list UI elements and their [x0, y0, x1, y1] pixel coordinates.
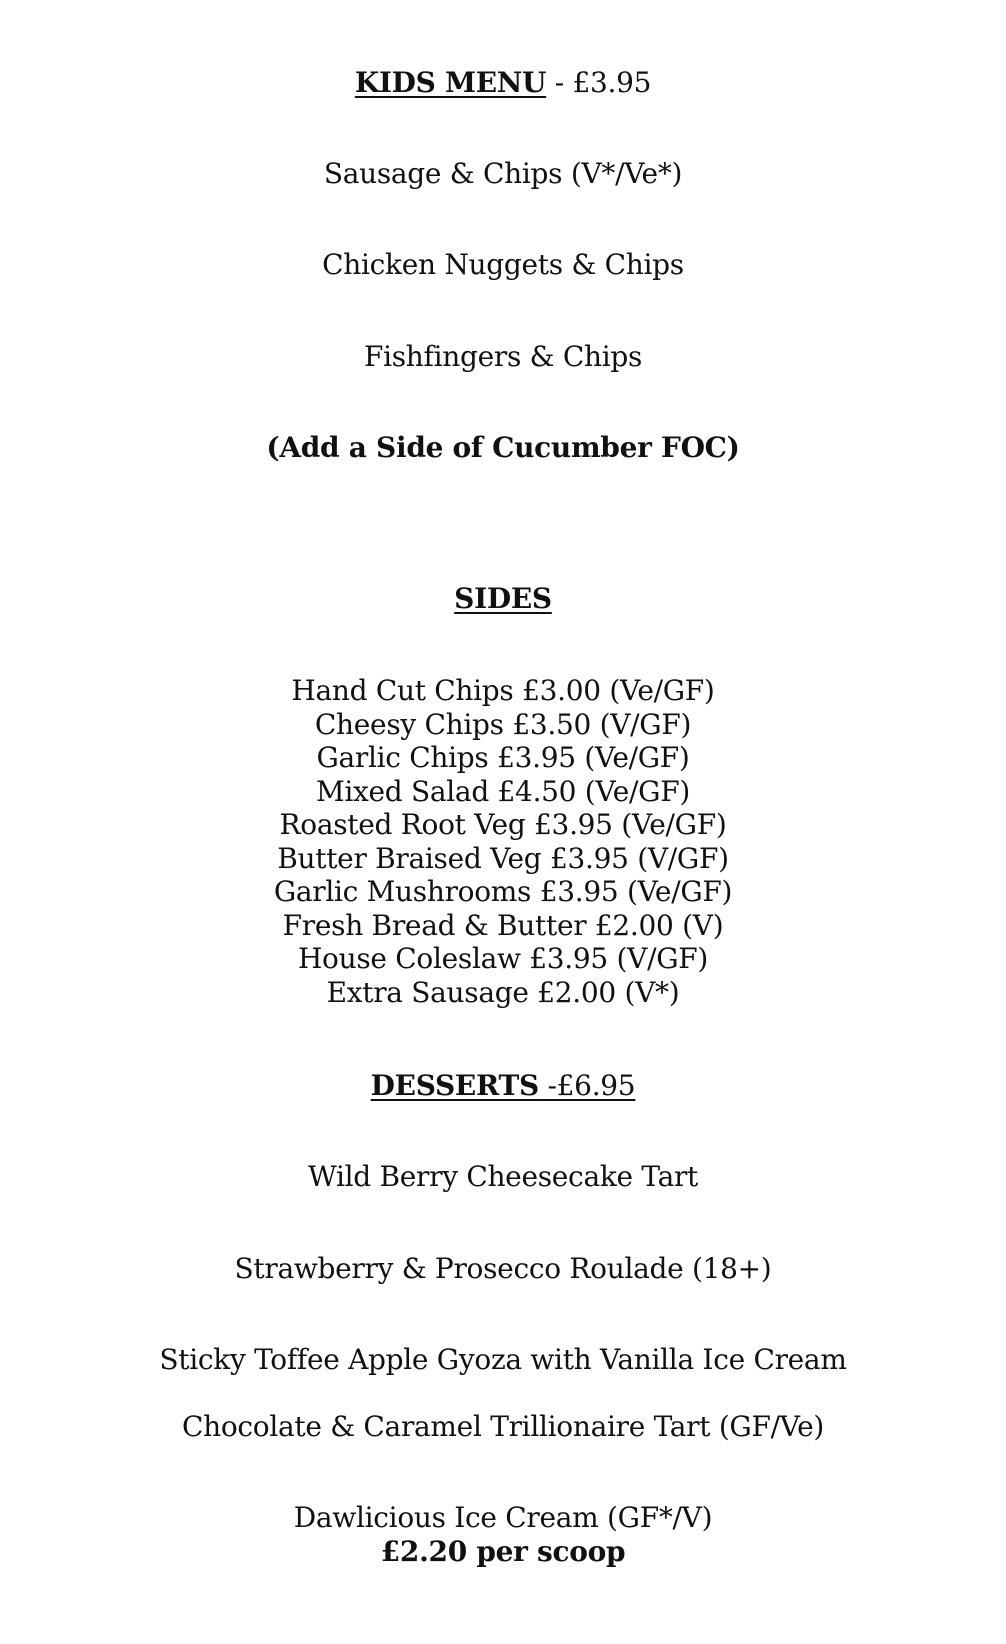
- kids-menu-item: Sausage & Chips (V*/Ve*): [323, 157, 683, 190]
- sides-item: Extra Sausage £2.00 (V*): [326, 975, 680, 1009]
- dessert-item: Wild Berry Cheesecake Tart: [307, 1160, 699, 1193]
- sides-item: Cheesy Chips £3.50 (V/GF): [314, 707, 692, 741]
- sides-heading: SIDES: [454, 582, 552, 615]
- ice-cream-scoop-price: £2.20 per scoop: [380, 1535, 626, 1568]
- kids-menu-heading: KIDS MENU: [354, 66, 547, 99]
- sides-item: House Coleslaw £3.95 (V/GF): [297, 942, 709, 975]
- desserts-heading-text: DESSERTS: [370, 1069, 539, 1102]
- dessert-item: Chocolate & Caramel Trillionaire Tart (GF/Ve): [181, 1410, 825, 1443]
- dessert-item: Sticky Toffee Apple Gyoza with Vanilla Ice Cream: [159, 1343, 847, 1376]
- kids-menu-price: - £3.95: [546, 66, 652, 99]
- dessert-item: Strawberry & Prosecco Roulade (18+): [234, 1252, 772, 1285]
- sides-item: Garlic Chips £3.95 (Ve/GF): [316, 741, 690, 774]
- sides-item: Butter Braised Veg £3.95 (V/GF): [277, 841, 729, 875]
- desserts-heading: [371, 1069, 636, 1102]
- sides-item: Mixed Salad £4.50 (Ve/GF): [315, 774, 690, 808]
- sides-list: [0, 674, 1006, 1009]
- sides-item: Roasted Root Veg £3.95 (Ve/GF): [279, 808, 727, 841]
- desserts-price: -£6.95: [538, 1069, 636, 1102]
- desserts-heading-line: [0, 1069, 1006, 1103]
- kids-menu-item: Fishfingers & Chips: [363, 340, 643, 373]
- sides-item: Fresh Bread & Butter £2.00 (V): [282, 908, 724, 942]
- sides-item: Garlic Mushrooms £3.95 (Ve/GF): [273, 875, 733, 908]
- kids-menu-item: Chicken Nuggets & Chips: [322, 248, 684, 281]
- kids-menu-heading-line: [0, 66, 1006, 100]
- kids-menu-note: (Add a Side of Cucumber FOC): [266, 431, 740, 464]
- dessert-item: Dawlicious Ice Cream (GF*/V): [293, 1501, 713, 1534]
- sides-heading-line: [0, 582, 1006, 616]
- sides-item: Hand Cut Chips £3.00 (Ve/GF): [291, 674, 715, 707]
